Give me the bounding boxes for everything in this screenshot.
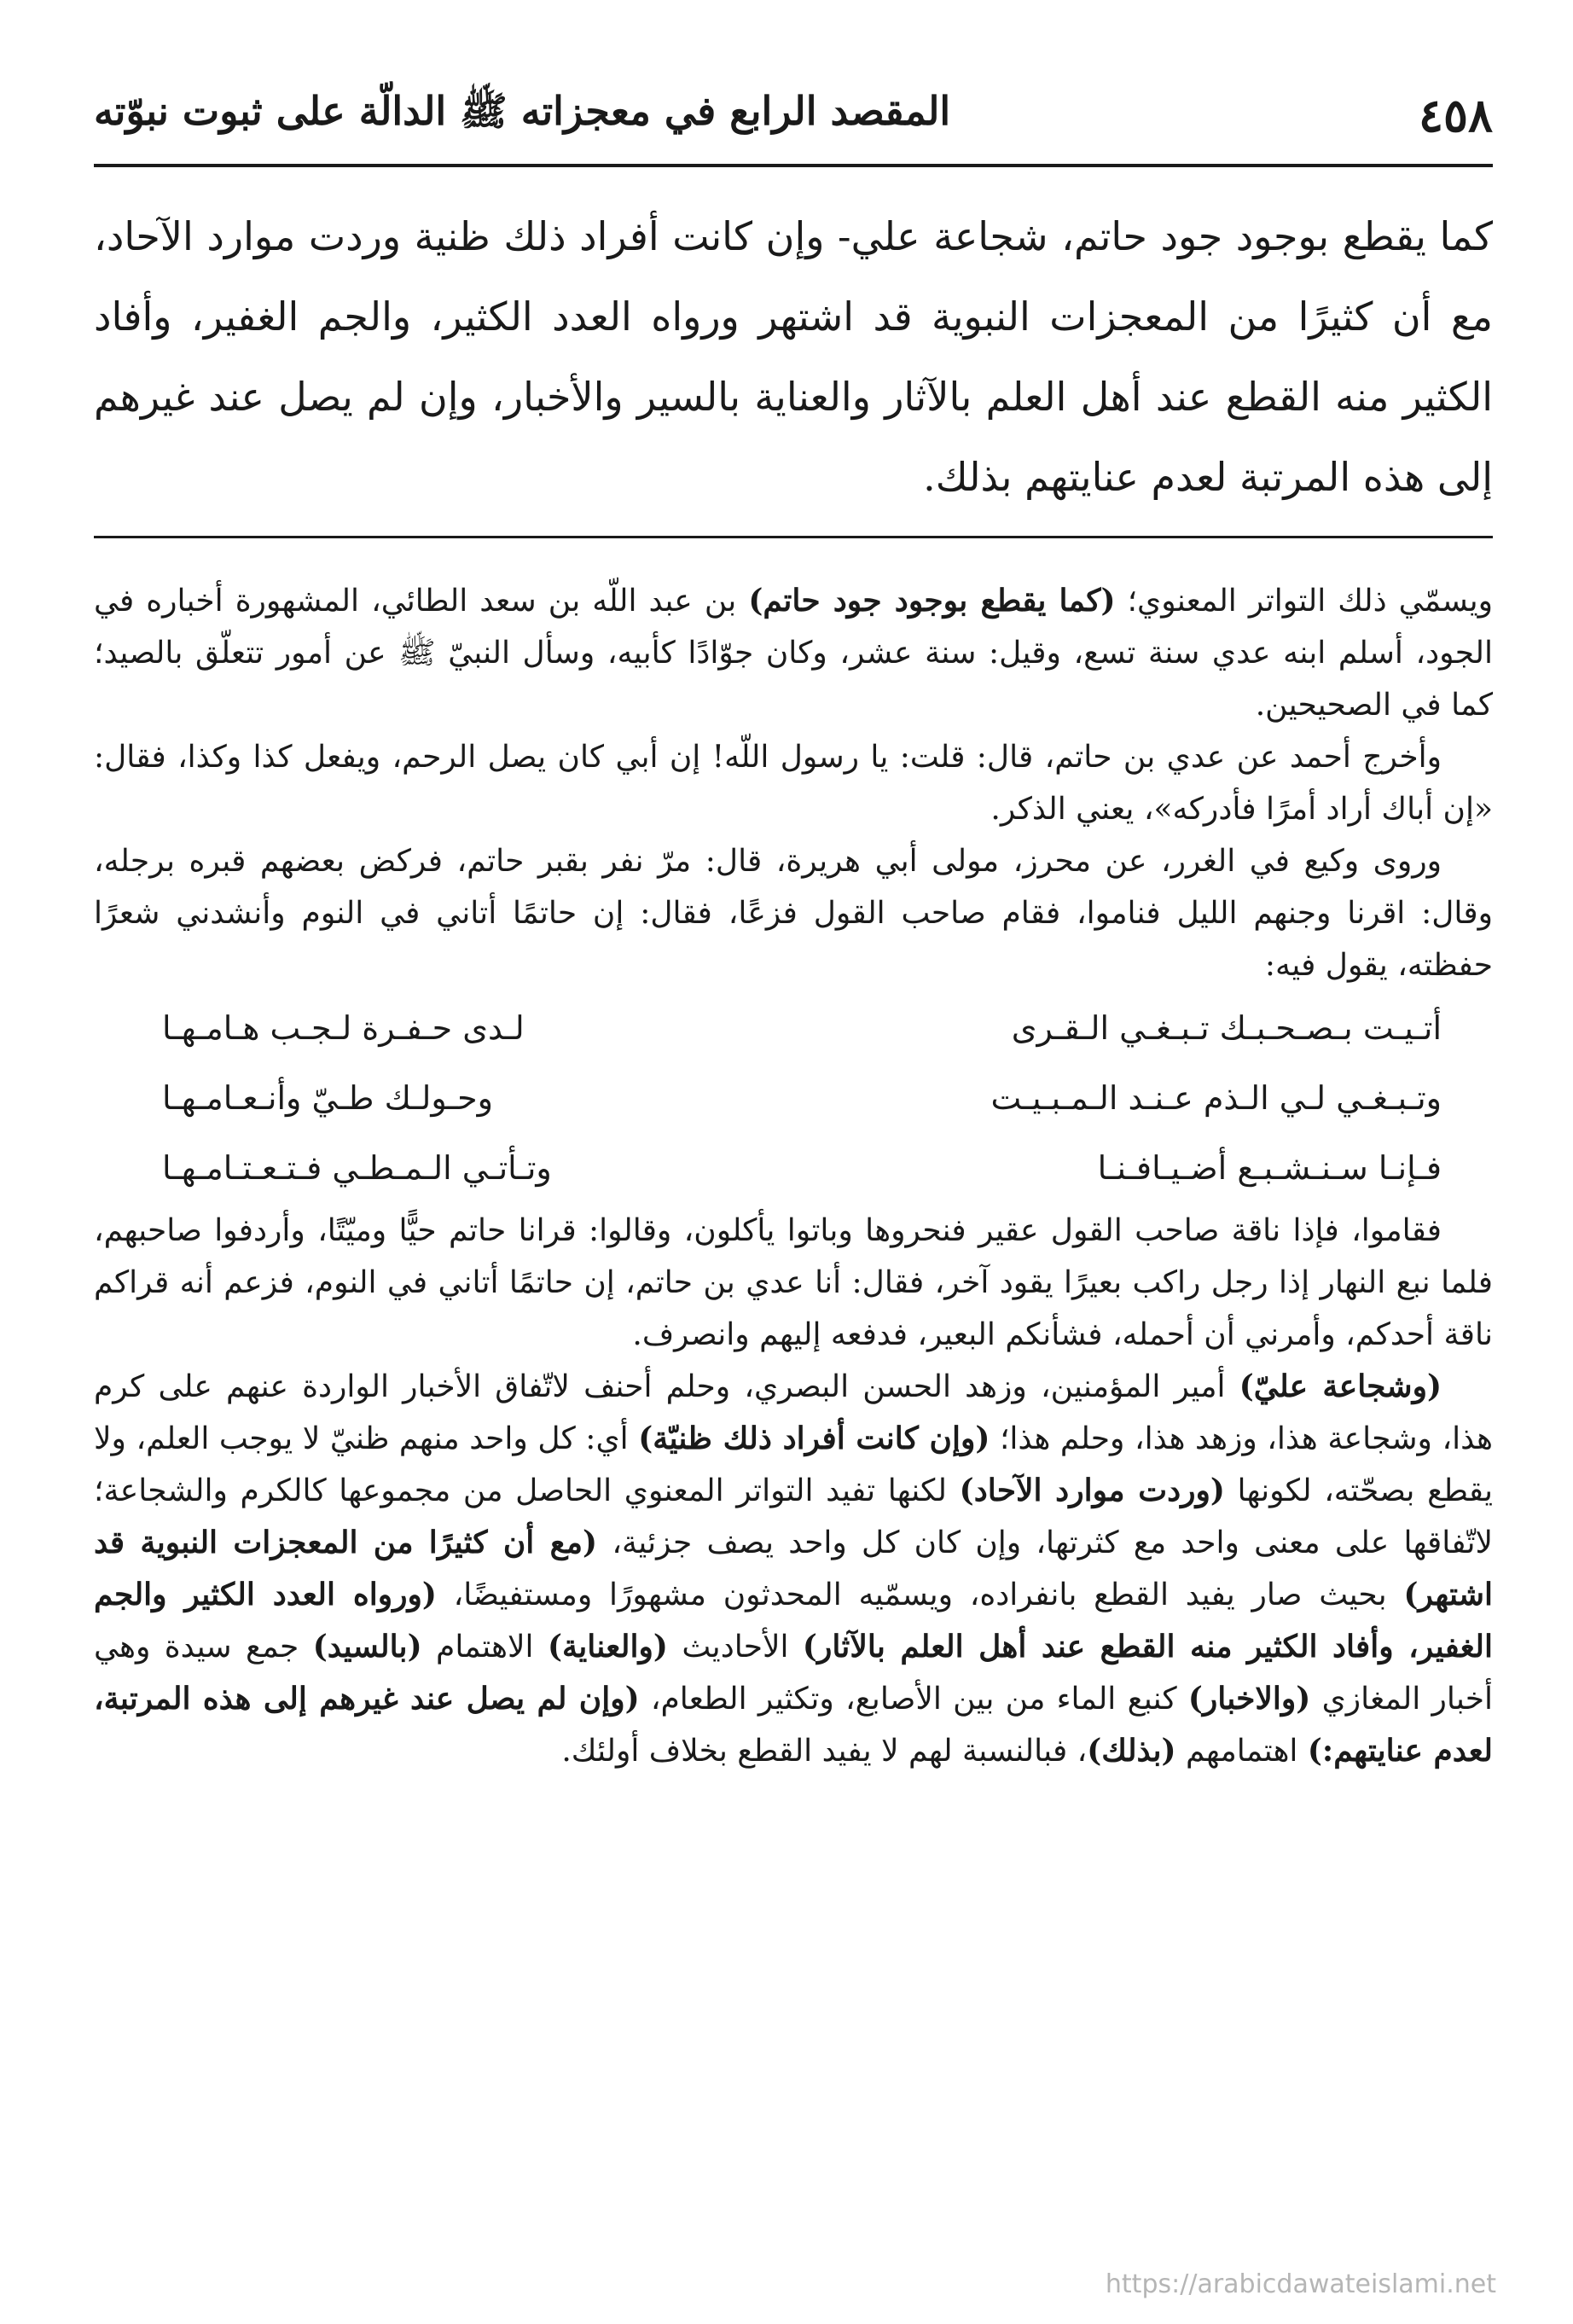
matn-quote: (مع أن كثيرًا من المعجزات النبوية قد اشتهر) (94, 1525, 1493, 1612)
verse-second-hemistich: لـدى حـفـرة لـجـب هـامـهـا (162, 1008, 525, 1047)
matn-quote: (وشجاعة عليّ) (1239, 1368, 1442, 1404)
verse-second-hemistich: وتـأتـي الـمـطـي فـتـعـتـامـهـا (162, 1148, 552, 1187)
poem-verse (94, 993, 1493, 1063)
verse-first-hemistich: أتـيـت بـصـحـبـك تـبـغـي الـقـرى (1011, 1008, 1442, 1047)
poem-verse (94, 1063, 1493, 1133)
page-header (94, 85, 1493, 145)
matn-quote: (كما يقطع بوجود جود حاتم) (748, 583, 1116, 619)
poem (94, 993, 1493, 1203)
commentary-text: لكنها تفيد التواتر المعنوي الحاصل من مجموعها كالكرم والشجاعة؛ لاتّفاقها على معنى واحد مع كثرتها، وإن كان كل واحد يصف جزئية، (94, 1473, 1493, 1560)
commentary-text: أمير المؤمنين، وزهد الحسن البصري، وحلم أحنف لاتّفاق الأخبار الواردة عنهم على كرم هذا، وشجاعة هذا، وزهد هذا، وحلم هذا؛ (94, 1369, 1493, 1456)
commentary (94, 575, 1493, 1777)
commentary-paragraph-3: وروى وكيع في الغرر، عن محرز، مولى أبي هريرة، قال: مرّ نفر بقبر حاتم، فركض بعضهم قبره برجله، وقال: اقرنا وجنهم الليل فناموا، فقام صاحب القول فزعًا، فقال: إن حاتمًا أتاني في النوم وأنشدني شعرًا حفظته، يقول فيه: (94, 844, 1493, 983)
commentary-text: جمع سيدة وهي أخبار المغازي (94, 1630, 1493, 1717)
matn-quote: (ورواه العدد الكثير والجم الغفير، وأفاد الكثير منه القطع عند أهل العلم بالآثار) (94, 1577, 1494, 1665)
matn-quote: (بذلك) (1087, 1733, 1176, 1769)
running-title: المقصد الرابع في معجزاته ﷺ الدالّة على ثبوت نبوّته (94, 87, 951, 134)
watermark-url: https://arabicdawateislami.net (1105, 2269, 1496, 2299)
commentary-paragraph-1 (94, 575, 1493, 731)
commentary-text: اهتمامهم (1175, 1734, 1308, 1769)
commentary-text: الاهتمام (421, 1630, 548, 1665)
commentary-paragraph-5 (94, 1361, 1493, 1777)
matn-quote: (وإن كانت أفراد ذلك ظنيّة) (638, 1421, 990, 1456)
verse-second-hemistich: وحـولـك طـيّ وأنـعـامـهـا (162, 1078, 493, 1117)
commentary-paragraph-4: فقاموا، فإذا ناقة صاحب القول عقير فنحروها وباتوا يأكلون، وقالوا: قرانا حاتم حيًّا وميّتًا، وأردفوا صاحبهم، فلما نبع النهار إذا رجل راكب بعيرًا يقود آخر، فقال: أنا عدي بن حاتم، إن حاتمًا أتاني في النوم، فزعم أنه قراكم ناقة أحدكم، وأمرني أن أحمله، فشأنكم البعير، فدفعه إليهم وانصرف. (94, 1213, 1493, 1352)
matn-quote: (والاخبار) (1187, 1681, 1311, 1717)
main-text: كما يقطع بوجود جود حاتم، شجاعة علي- وإن كانت أفراد ذلك ظنية وردت موارد الآحاد، مع أن كثيرًا من المعجزات النبوية قد اشتهر ورواه العدد الكثير، والجم الغفير، وأفاد الكثير منه القطع عند أهل العلم بالآثار والعناية بالسير والأخبار، وإن لم يصل عند غيرهم إلى هذه المرتبة لعدم عنايتهم بذلك. (94, 213, 1493, 500)
commentary-text: بن عبد اللّه بن سعد الطائي، المشهورة أخباره في الجود، أسلم ابنه عدي سنة تسع، وقيل: سنة عشر، وكان جوّادًا كأبيه، وسأل النبيّ ﷺ عن أمور تتعلّق بالصيد؛ كما في الصحيحين. (94, 584, 1493, 723)
commentary-text: كنبع الماء من بين الأصابع، وتكثير الطعام، (639, 1682, 1188, 1717)
commentary-paragraph-2: وأخرج أحمد عن عدي بن حاتم، قال: قلت: يا رسول اللّه! إن أبي كان يصل الرحم، ويفعل كذا وكذا، فقال: «إن أباك أراد أمرًا فأدركه»، يعني الذكر. (94, 740, 1493, 827)
commentary-text: أي: كل واحد منهم ظنيّ لا يوجب العلم، ولا يقطع بصحّته، لكونها (94, 1421, 1493, 1508)
matn-quote: (بالسيد) (312, 1629, 422, 1665)
commentary-text: الأحاديث (667, 1630, 803, 1665)
matn-quote: (والعناية) (547, 1629, 668, 1665)
commentary-text: ويسمّي ذلك التواتر المعنوي؛ (1115, 584, 1494, 619)
poem-verse (94, 1133, 1493, 1203)
verse-first-hemistich: فـإنـا سـنـشـبـع أضـيـافـنـا (1097, 1148, 1442, 1187)
section-divider (94, 536, 1493, 538)
commentary-text: بحيث صار يفيد القطع بانفراده، ويسمّيه المحدثون مشهورًا ومستفيضًا، (436, 1577, 1404, 1612)
matn-quote: (وإن لم يصل عند غيرهم إلى هذه المرتبة، لعدم عنايتهم:) (94, 1681, 1493, 1769)
header-rule (94, 164, 1493, 167)
matn-quote: (وردت موارد الآحاد) (959, 1473, 1225, 1508)
verse-first-hemistich: وتـبـغـي لـي الـذم عـنـد الـمـبـيـت (990, 1078, 1442, 1117)
commentary-text: ، فبالنسبة لهم لا يفيد القطع بخلاف أولئك. (561, 1734, 1088, 1769)
page-number: ٤٥٨ (1418, 88, 1493, 142)
